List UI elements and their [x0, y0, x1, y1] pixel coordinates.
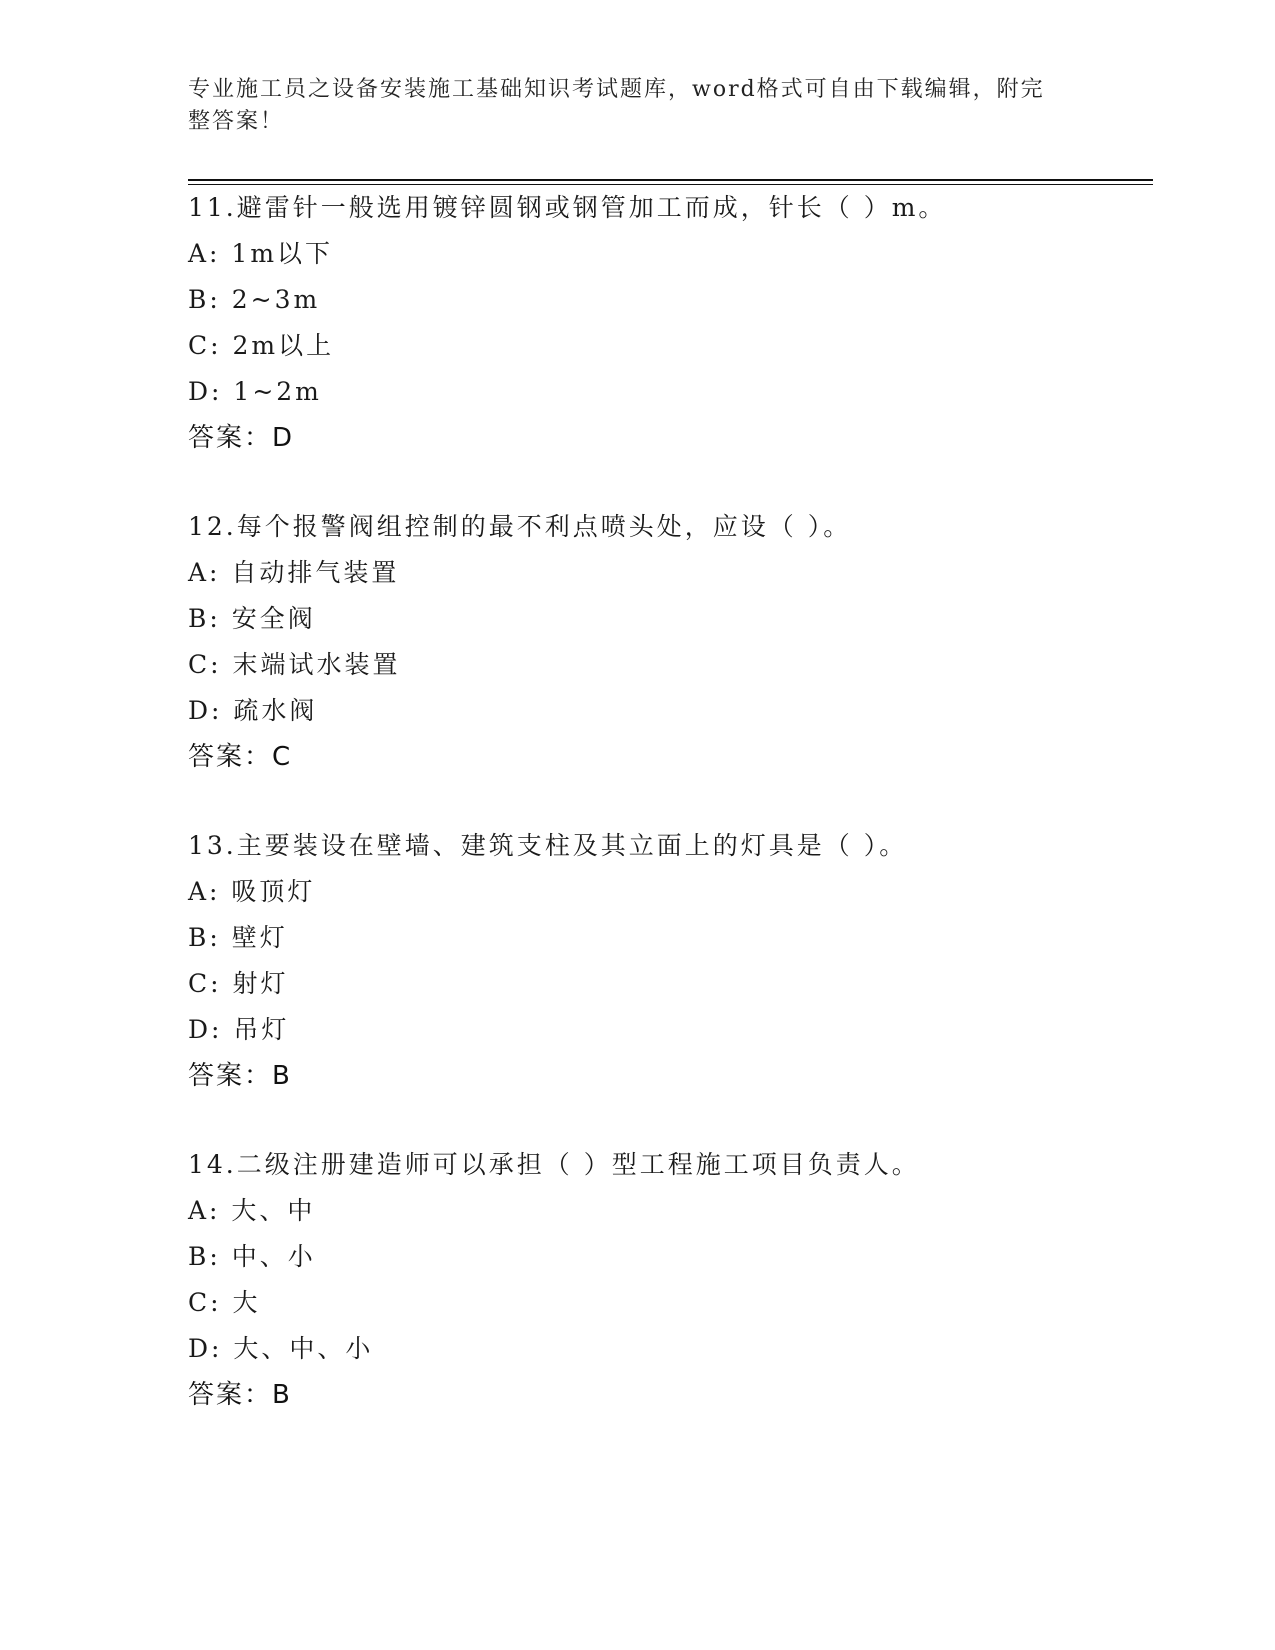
- option-b: B: 中、小: [188, 1242, 316, 1271]
- answer: 答案：B: [188, 1061, 292, 1091]
- option-d: D: 大、中、小: [188, 1334, 374, 1363]
- option-b: B: 安全阀: [188, 604, 316, 633]
- option-a: A: 大、中: [188, 1196, 316, 1225]
- option-d: D: 吊灯: [188, 1015, 290, 1044]
- question-11: [188, 185, 1148, 461]
- question-13: [188, 823, 1148, 1099]
- option-d: D: 1~2m: [188, 377, 322, 406]
- answer: 答案：B: [188, 1380, 292, 1410]
- option-c: C: 末端试水装置: [188, 650, 401, 679]
- option-a: A: 吸顶灯: [188, 877, 316, 906]
- option-b: B: 2~3m: [188, 285, 321, 314]
- question-12: [188, 504, 1148, 780]
- question-title: 13.主要装设在壁墙、建筑支柱及其立面上的灯具是（ ）。: [188, 831, 908, 860]
- question-14: [188, 1142, 1148, 1418]
- option-c: C: 2m以上: [188, 331, 335, 360]
- document-header: 专业施工员之设备安装施工基础知识考试题库，word格式可自由下载编辑，附完整答案！: [188, 77, 1045, 134]
- option-d: D: 疏水阀: [188, 696, 318, 725]
- question-title: 14.二级注册建造师可以承担（ ）型工程施工项目负责人。: [188, 1150, 920, 1179]
- option-a: A: 1m以下: [188, 239, 334, 268]
- option-c: C: 射灯: [188, 969, 289, 998]
- option-b: B: 壁灯: [188, 923, 288, 952]
- question-title: 11.避雷针一般选用镀锌圆钢或钢管加工而成，针长（ ）m。: [188, 193, 947, 222]
- question-title: 12.每个报警阀组控制的最不利点喷头处，应设（ ）。: [188, 512, 852, 541]
- option-a: A: 自动排气装置: [188, 558, 400, 587]
- answer: 答案：D: [188, 423, 295, 453]
- header-divider-thick: [188, 179, 1153, 181]
- answer: 答案：C: [188, 742, 293, 772]
- option-c: C: 大: [188, 1288, 261, 1317]
